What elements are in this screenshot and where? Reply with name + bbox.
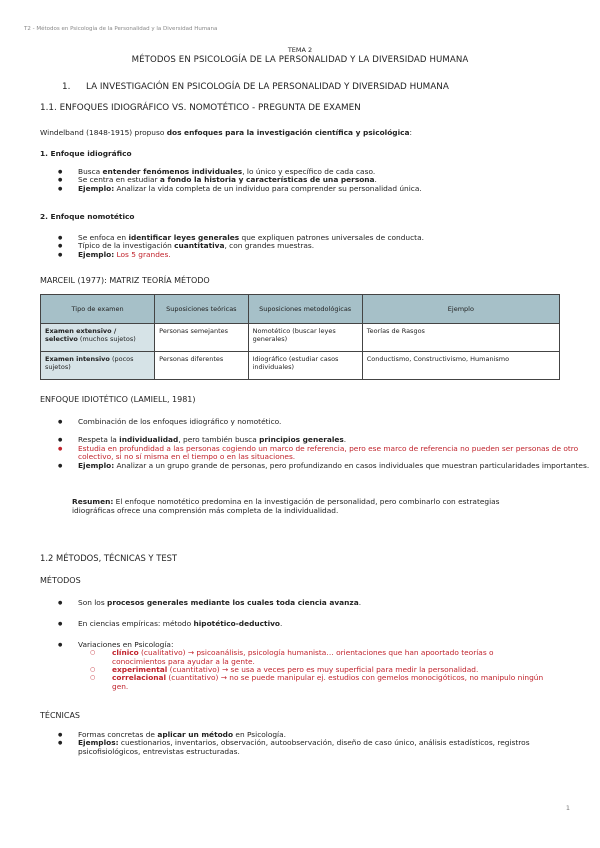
list-item: ○ experimental (cuantitativo) → se usa a veces pero es muy superficial para medir la personalidad. [90, 666, 548, 674]
table-row [41, 324, 560, 352]
nomothetic-list [58, 234, 424, 259]
metodos-list [58, 599, 548, 691]
list-item: ● Se enfoca en identificar leyes generales que expliquen patrones universales de conducta. [58, 234, 424, 242]
section-1-1-heading: 1.1. ENFOQUES IDIOGRÁFICO VS. NOMOTÉTICO - PREGUNTA DE EXAMEN [40, 103, 361, 113]
list-item: ● Ejemplos: cuestionarios, inventarios, observación, autoobservación, diseño de caso único, análisis estadísticos, registros psicofisiológicos, entrevistas estructuradas. [58, 739, 548, 756]
list-item: ● Se centra en estudiar a fondo la historia y características de una persona. [58, 176, 422, 184]
idiographic-list [58, 168, 422, 193]
page-number: 1 [565, 804, 570, 812]
column-header: Suposiciones metodológicas [248, 295, 362, 324]
list-item: ● Típico de la investigación cuantitativa, con grandes muestras. [58, 242, 424, 250]
table-cell: Idiográfico (estudiar casos individuales) [248, 352, 362, 380]
section-1-2-heading: 1.2 MÉTODOS, TÉCNICAS Y TEST [40, 553, 178, 563]
list-item: ● Ejemplo: Analizar la vida completa de un individuo para comprender su personalidad única. [58, 185, 422, 193]
list-item: ● Combinación de los enfoques idiográfico y nomotético. [58, 418, 600, 426]
table-cell: Conductismo, Constructivismo, Humanismo [362, 352, 559, 380]
table-cell: Personas semejantes [155, 324, 248, 352]
list-item: ○ clínico (cualitativo) → psicoanálisis, psicología humanista… orientaciones que han apoortado teorías o conocimientos para ayudar a la gente. [90, 649, 548, 666]
tecnicas-heading: TÉCNICAS [40, 711, 81, 720]
list-item: ● Respeta la individualidad, pero también busca principios generales. [58, 436, 600, 444]
tecnicas-list [58, 731, 548, 756]
list-item: ● Son los procesos generales mediante los cuales toda ciencia avanza. [58, 599, 548, 607]
table-cell: Examen intensivo (pocos sujetos) [41, 352, 155, 380]
list-item: ● Formas concretas de aplicar un método en Psicología. [58, 731, 548, 739]
list-item: ● En ciencias empíricas: método hipotético-deductivo. [58, 620, 548, 628]
table-header-row [41, 295, 560, 324]
column-header: Tipo de examen [41, 295, 155, 324]
matrix-heading: MARCEIL (1977): MATRIZ TEORÍA MÉTODO [40, 276, 210, 285]
metodos-heading: MÉTODOS [40, 576, 81, 585]
running-header: T2 - Métodos en Psicología de la Personalidad y la Diversidad Humana [24, 26, 218, 32]
table-row [41, 352, 560, 380]
section-1-heading: 1. LA INVESTIGACIÓN EN PSICOLOGÍA DE LA PERSONALIDAD Y DIVERSIDAD HUMANA [62, 82, 449, 92]
idiographic-heading: 1. Enfoque idiográfico [40, 149, 132, 158]
list-item: ● Busca entender fenómenos individuales, lo único y específico de cada caso. [58, 168, 422, 176]
table-cell: Teorías de Rasgos [362, 324, 559, 352]
tema-label: TEMA 2 [287, 46, 313, 54]
variations-list [90, 649, 548, 691]
column-header: Ejemplo [362, 295, 559, 324]
table-cell: Nomotético (buscar leyes generales) [248, 324, 362, 352]
column-header: Suposiciones teóricas [155, 295, 248, 324]
intro-paragraph: Windelband (1848-1915) propuso dos enfoques para la investigación científica y psicológica: [40, 128, 412, 137]
nomothetic-heading: 2. Enfoque nomotético [40, 212, 135, 221]
table-cell: Examen extensivo / selectivo (muchos sujetos) [41, 324, 155, 352]
list-item: ● Ejemplo: Los 5 grandes. [58, 251, 424, 259]
table-cell: Personas diferentes [155, 352, 248, 380]
list-item: ● Ejemplo: Analizar a un grupo grande de personas, pero profundizando en casos individuales que muestran particularidades importantes. [58, 462, 600, 470]
list-item: ○ correlacional (cuantitativo) → no se puede manipular ej. estudios con gemelos monocigóticos, no manipulo ningún gen. [90, 674, 548, 691]
summary-paragraph: Resumen: El enfoque nomotético predomina en la investigación de personalidad, pero combinarlo con estrategias idiográficas ofrece una comprensión más completa de la individualidad. [72, 497, 500, 516]
matrix-table [40, 294, 560, 380]
idiothetic-list [58, 418, 600, 470]
idiothetic-heading: ENFOQUE IDIOTÉTICO (LAMIELL, 1981) [40, 395, 196, 404]
list-item: ● Variaciones en Psicología: ○ clínico (cualitativo) → psicoanálisis, psicología humanista… orientaciones que han apoortado teorías o conocimientos para ayudar a la gente. ○ experimental (cuantitativo) → se usa a veces pero es muy superficial para medir la personalidad. ○ correlacional (cuantitativo) → no se puede manipular ej. estudios con gemelos monocigóticos, no manipulo ningún gen. [58, 641, 548, 691]
list-item: ● Estudia en profundidad a las personas cogiendo un marco de referencia, pero ese marco de referencia no pueden ser personas de otro colectivo, si no sí misma en el tiempo o en las situaciones. [58, 445, 600, 462]
page-title: MÉTODOS EN PSICOLOGÍA DE LA PERSONALIDAD Y LA DIVERSIDAD HUMANA [131, 55, 469, 65]
